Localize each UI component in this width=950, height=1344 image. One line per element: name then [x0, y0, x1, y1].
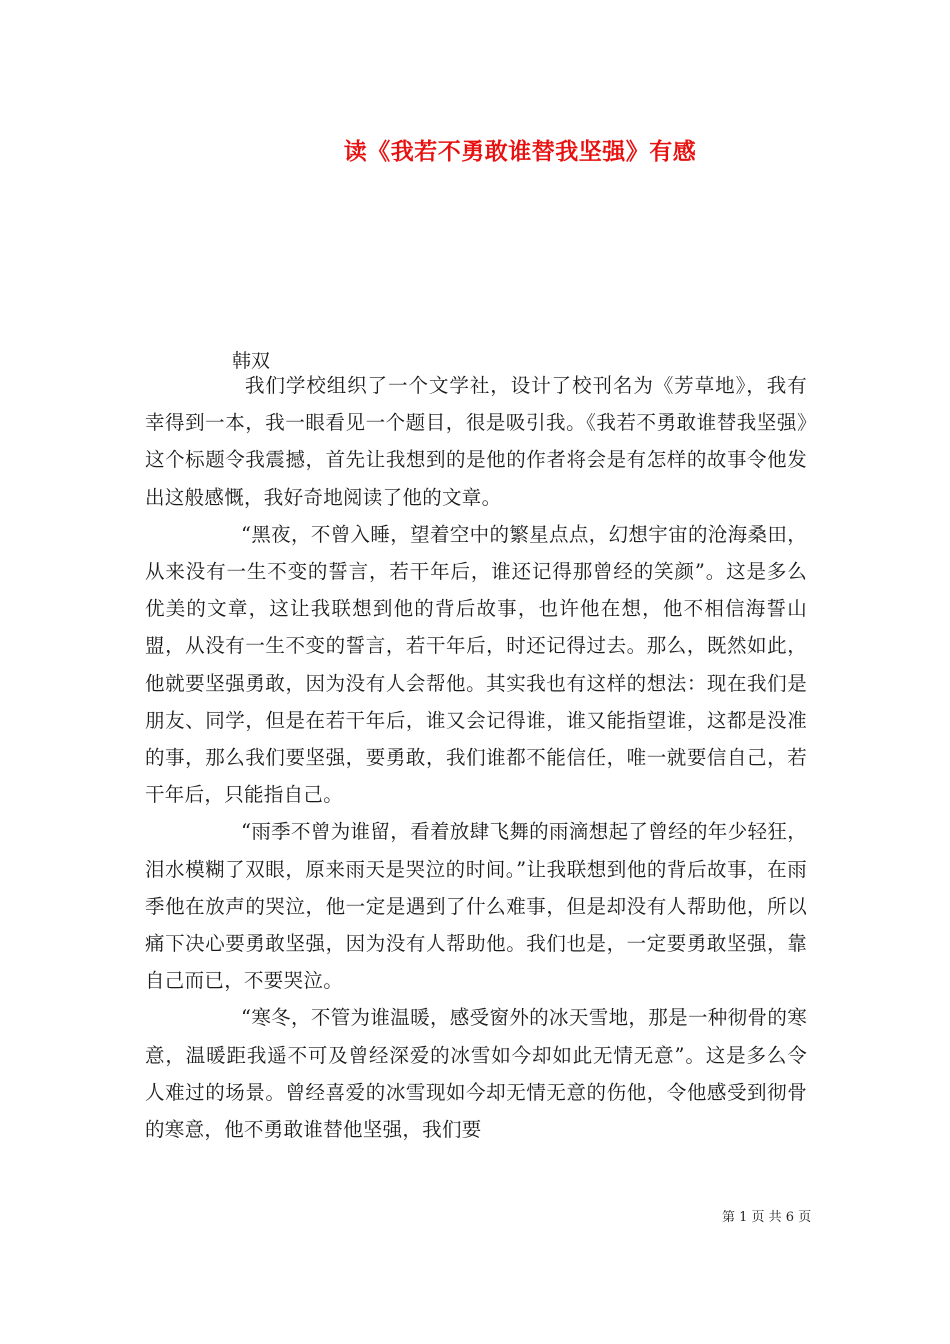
paragraph-4: “寒冬，不管为谁温暖，感受窗外的冰天雪地，那是一种彻骨的寒意，温暖距我遥不可及曾经深爱的冰雪如今却如此无情无意”。这是多么令人难过的场景。曾经喜爱的冰雪现如今却无情无意的伤他，令他感受到彻骨的寒意，他不勇敢谁替他坚强，我们要 [145, 1006, 807, 1142]
page-number: 第 1 页 共 6 页 [722, 1210, 812, 1225]
author-name: 韩双 [232, 350, 271, 372]
paragraph-2: “黑夜，不曾入睡，望着空中的繁星点点，幻想宇宙的沧海桑田，从来没有一生不变的誓言，若干年后，谁还记得那曾经的笑颜”。这是多么优美的文章，这让我联想到他的背后故事，也许他在想，他不相信海誓山盟，从没有一生不变的誓言，若干年后，时还记得过去。那么，既然如此，他就要坚强勇敢，因为没有人会帮他。其实我也有这样的想法：现在我们是朋友、同学，但是在若干年后，谁又会记得谁，谁又能指望谁，这都是没准的事，那么我们要坚强，要勇敢，我们谁都不能信任，唯一就要信自己，若干年后，只能指自己。 [145, 522, 807, 807]
paragraph-3: “雨季不曾为谁留，看着放肆飞舞的雨滴想起了曾经的年少轻狂，泪水模糊了双眼，原来雨天是哭泣的时间。”让我联想到他的背后故事，在雨季他在放声的哭泣，他一定是遇到了什么难事，但是却没有人帮助他，所以痛下决心要勇敢坚强，因为没有人帮助他。我们也是，一定要勇敢坚强，靠自己而已，不要哭泣。 [145, 820, 807, 993]
document-body [145, 367, 807, 1148]
paragraph-1: 我们学校组织了一个文学社，设计了校刊名为《芳草地》，我有幸得到一本，我一眼看见一个题目，很是吸引我。《我若不勇敢谁替我坚强》这个标题令我震撼，首先让我想到的是他的作者将会是有怎样的故事令他发出这般感慨，我好奇地阅读了他的文章。 [145, 374, 807, 509]
document-title: 读《我若不勇敢谁替我坚强》有感 [343, 138, 697, 165]
